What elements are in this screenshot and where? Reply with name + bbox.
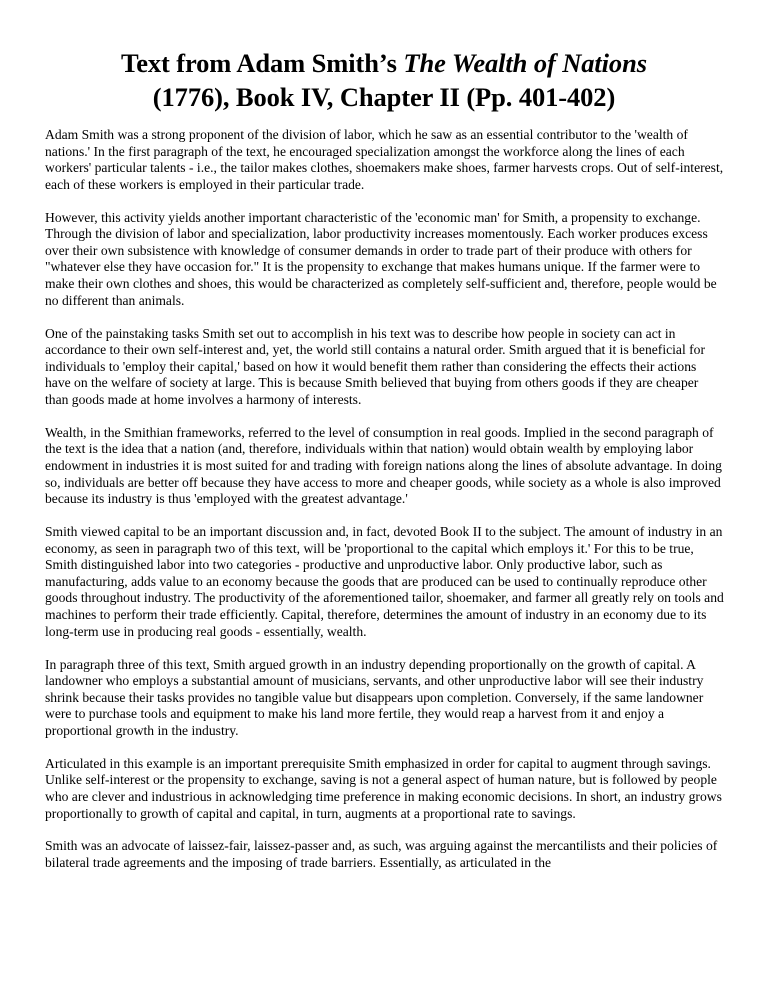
- title-line-1: [121, 48, 647, 78]
- paragraph-3: One of the painstaking tasks Smith set out to accomplish in his text was to describe how people in society can act in accordance to their own self-interest and, yet, the world still contains a natural order. Smith argued that it is beneficial for individuals to 'employ their capital,' based on how it would benefit them rather than considering the effects their actions have on the welfare of society at large. This is because Smith believed that buying from others goods if they are cheaper than goods made at home involves a harmony of interests.: [45, 325, 705, 407]
- title-book-name: The Wealth of Nations: [403, 48, 647, 78]
- paragraph-6: In paragraph three of this text, Smith argued growth in an industry depending proportionally on the growth of capital. A landowner who employs a substantial amount of musicians, servants, and other unproductive labor will see their industry shrink because their tasks provides no tangible value but disappears upon completion. Conversely, if the same landowner were to purchase tools and equipment to make his land more fertile, they would reap a harvest from it and enjoy a proportional growth in the industry.: [45, 656, 704, 738]
- title-prefix: Text from Adam Smith’s: [121, 48, 404, 78]
- paragraph-7: Articulated in this example is an important prerequisite Smith emphasized in order for capital to augment through savings. Unlike self-interest or the propensity to exchange, saving is not a general aspect of human nature, but is followed by people who are clever and industrious in acknowledging time preference in making economic decisions. In short, an industry grows proportionally to growth of capital and capital, in turn, augments at a proportional rate to savings.: [45, 755, 722, 821]
- paragraph-1: Adam Smith was a strong proponent of the division of labor, which he saw as an essential contributor to the 'wealth of nations.' In the first paragraph of the text, he encouraged specialization amongst the workforce along the lines of each workers' particular talents - i.e., the tailor makes clothes, shoemakers make shoes, farmer harvests crops. Out of self-interest, each of these workers is employed in their particular trade.: [45, 127, 724, 192]
- title-line-2: (1776), Book IV, Chapter II (Pp. 401-402): [152, 82, 616, 112]
- document-body: [45, 127, 725, 888]
- paragraph-8: Smith was an advocate of laissez-fair, laissez-passer and, as such, was arguing against the mercantilists and their policies of bilateral trade agreements and the imposing of trade barriers. Essentially, as articulated in the: [45, 838, 718, 871]
- document-title: [40, 46, 728, 114]
- paragraph-2: However, this activity yields another important characteristic of the 'economic man' for Smith, a propensity to exchange. Through the division of labor and specialization, labor productivity increases momentously. Each worker produces excess over their own subsistence with knowledge of consumer demands in order to trade part of their produce with others for "whatever else they have occasion for." It is the propensity to exchange that makes humans unique. If the farmer were to make their own clothes and shoes, this would be characterized as completely self-sufficient and, therefore, people would be no different than animals.: [45, 209, 717, 308]
- paragraph-4: Wealth, in the Smithian frameworks, referred to the level of consumption in real goods. Implied in the second paragraph of the text is the idea that a nation (and, therefore, individuals within that nation) would obtain wealth by employing labor endowment in industries it is most suited for and trading with foreign nations along the lines of absolute advantage. In doing so, individuals are better off because they have access to more and cheaper goods, while society as a whole is also improved because its industry is thus 'employed with the greatest advantage.': [45, 424, 722, 507]
- paragraph-5: Smith viewed capital to be an important discussion and, in fact, devoted Book II to the subject. The amount of industry in an economy, as seen in paragraph two of this text, will be 'proportional to the capital which employs it.' For this to be true, Smith distinguished labor into two categories - productive and unproductive labor. Only productive labor, such as manufacturing, adds value to an economy because the goods that are produced can be used to continually reproduce other goods throughout industry. The productivity of the aforementioned tailor, shoemaker, and farmer all greatly rely on tools and machines to perform their trade efficiently. Capital, therefore, determines the amount of industry in an economy due to its long-term use in producing real goods - essentially, wealth.: [45, 524, 724, 639]
